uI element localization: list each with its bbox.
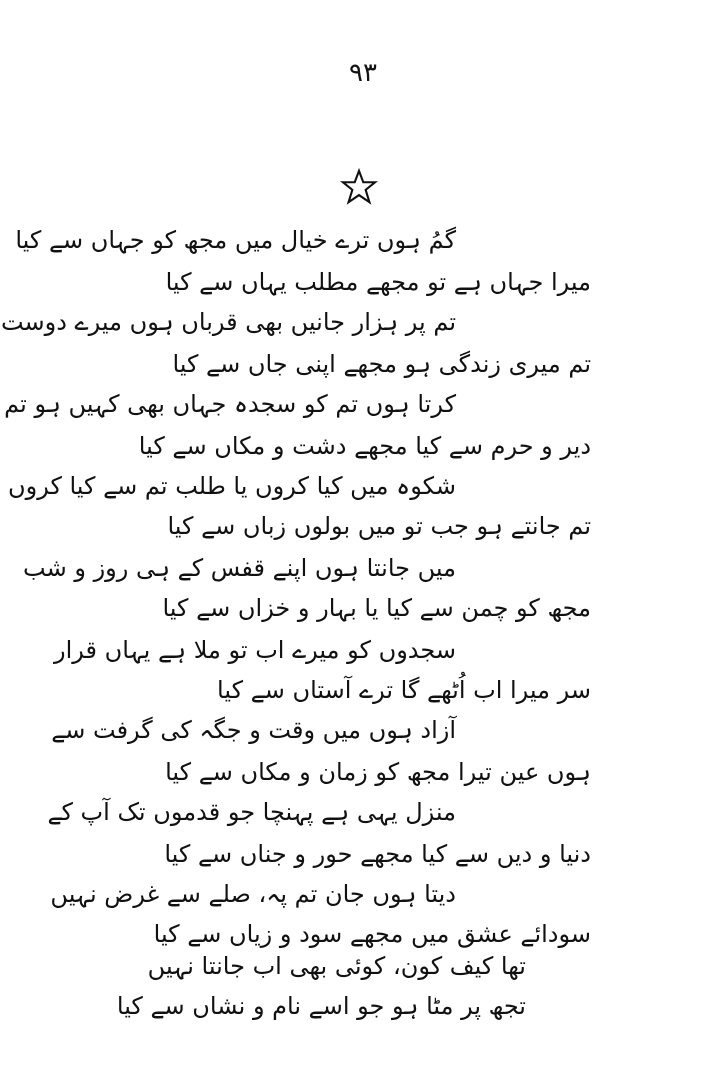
verse-line: دنیا و دیں سے کیا مجھے حور و جناں سے کیا (164, 840, 591, 868)
verse-line: تجھ پر مٹا ہو جو اسے نام و نشاں سے کیا (116, 992, 526, 1020)
page-number: ۹۳ (349, 58, 377, 88)
verse-line: آزاد ہوں میں وقت و جگہ کی گرفت سے (51, 716, 456, 744)
verse-line: دیر و حرم سے کیا مجھے دشت و مکاں سے کیا (138, 432, 591, 460)
verse-line: منزل یہی ہے پہنچا جو قدموں تک آپ کے (47, 798, 456, 826)
verse-line: تم پر ہزار جانیں بھی قرباں ہوں میرے دوست (0, 308, 456, 336)
verse-line: گمُ ہوں ترے خیال میں مجھ کو جہاں سے کیا (15, 226, 456, 254)
verse-line: دیتا ہوں جان تم پہ، صلے سے غرض نہیں (50, 880, 456, 908)
verse-line: تم میری زندگی ہو مجھے اپنی جاں سے کیا (172, 350, 591, 378)
verse-line: ہوں عین تیرا مجھ کو زمان و مکاں سے کیا (165, 758, 591, 786)
verse-line: میرا جہاں ہے تو مجھے مطلب یہاں سے کیا (165, 268, 591, 296)
verse-line: تم جانتے ہو جب تو میں بولوں زباں سے کیا (167, 512, 591, 540)
verse-line: شکوہ میں کیا کروں یا طلب تم سے کیا کروں (7, 472, 456, 500)
star-icon (340, 168, 378, 206)
verse-line: سر میرا اب اُٹھے گا ترے آستاں سے کیا (217, 676, 591, 704)
verse-line: سودائے عشق میں مجھے سود و زیاں سے کیا (153, 920, 591, 948)
verse-line: مجھ کو چمن سے کیا یا بہار و خزاں سے کیا (162, 594, 591, 622)
verse-line: میں جانتا ہوں اپنے قفس کے ہی روز و شب (23, 554, 456, 582)
verse-line: کرتا ہوں تم کو سجدہ جہاں بھی کہیں ہو تم (4, 390, 456, 418)
verse-line: تھا کیف کون، کوئی بھی اب جانتا نہیں (147, 952, 526, 980)
verse-line: سجدوں کو میرے اب تو ملا ہے یہاں قرار (54, 636, 456, 664)
